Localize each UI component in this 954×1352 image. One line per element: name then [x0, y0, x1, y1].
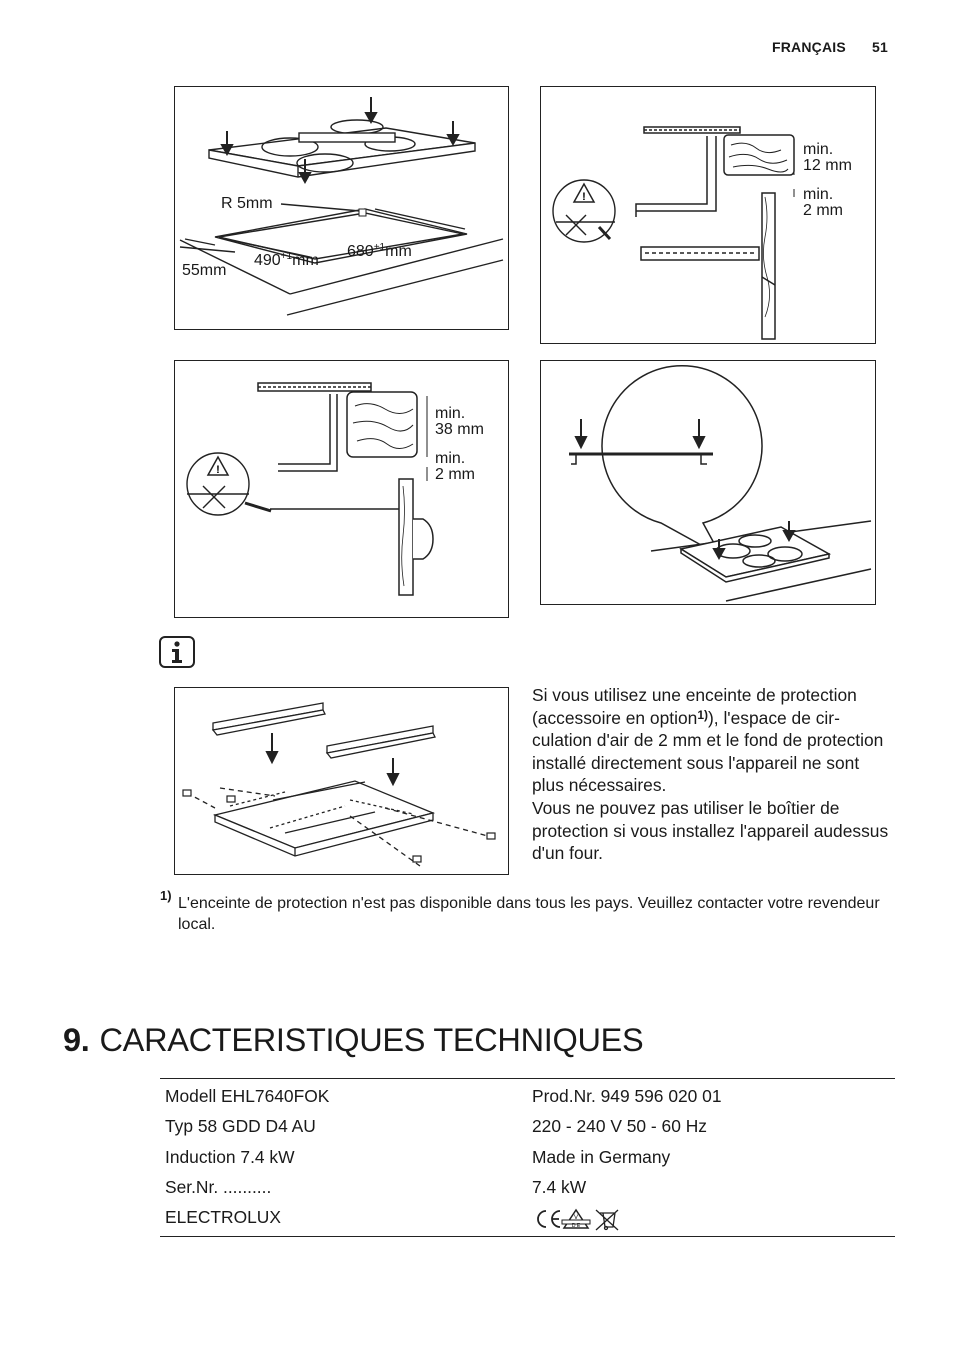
spec-right-3: Made in Germany: [532, 1147, 671, 1167]
footnote-mark: 1): [160, 888, 172, 903]
vde-mark-icon: [562, 1210, 590, 1229]
label-depth: 55mm: [182, 262, 227, 279]
length-unit: mm: [385, 243, 412, 260]
min-2-label: [803, 187, 843, 219]
figure-clearance-38mm: [174, 360, 509, 618]
hob-installation-drawing: [541, 361, 875, 604]
min-2-line2: 2 mm: [803, 202, 843, 219]
width-tolerance: +1: [280, 251, 293, 262]
width-unit: mm: [292, 252, 319, 269]
section-title: CARACTERISTIQUES TECHNIQUES: [99, 1022, 644, 1058]
label-width: [254, 253, 319, 269]
spec-left-1: Modell EHL7640FOK: [165, 1086, 330, 1106]
min-2b-line2: 2 mm: [435, 466, 475, 483]
spec-left-4: Ser.Nr. ..........: [165, 1177, 272, 1197]
spec-left-3: Induction 7.4 kW: [165, 1147, 295, 1167]
length-value: 680: [347, 243, 374, 260]
header-language: FRANÇAIS: [771, 39, 846, 55]
spec-right-1: Prod.Nr. 949 596 020 01: [532, 1086, 722, 1106]
min-12-line1: min.: [803, 141, 834, 158]
spec-table: [160, 1078, 895, 1237]
figure-clearance-12mm: [540, 86, 876, 344]
figure-protection-box: [174, 687, 509, 875]
width-value: 490: [254, 252, 281, 269]
protection-text-part1: Si vous utilisez une enceinte de protection (accessoire en option: [532, 685, 857, 728]
footnote-reference: 1): [697, 707, 708, 722]
min-12-line2: 12 mm: [803, 157, 852, 174]
page-header: [750, 39, 888, 55]
min-2-line1: min.: [803, 186, 834, 203]
spec-right-4: 7.4 kW: [532, 1177, 587, 1197]
svg-text:!: !: [582, 191, 586, 203]
spec-left-2: Typ 58 GDD D4 AU: [165, 1116, 316, 1136]
protection-text-part3: Vous ne pouvez pas utiliser le boîtier de protection si vous installez l'appareil audessus d'un four.: [532, 797, 889, 864]
header-page-number: 51: [872, 39, 888, 55]
min-12-label: [803, 142, 852, 174]
footnote-text: L'enceinte de protection n'est pas disponible dans tous les pays. Veuillez contacter votre revendeur local.: [178, 895, 880, 933]
length-tolerance: +1: [373, 242, 386, 253]
spec-right-2: 220 - 240 V 50 - 60 Hz: [532, 1116, 707, 1136]
section-heading: [63, 1020, 643, 1060]
min-38-line2: 38 mm: [435, 421, 484, 438]
min-38-line1: min.: [435, 405, 466, 422]
clearance-38mm-drawing: [175, 361, 508, 617]
label-length: [347, 244, 412, 260]
spec-left-5: ELECTROLUX: [165, 1207, 281, 1227]
info-icon: [159, 636, 195, 668]
certification-marks: [532, 1207, 624, 1235]
min-2b-line1: min.: [435, 450, 466, 467]
min-2b-label: [435, 451, 475, 483]
protection-paragraph: [532, 684, 892, 865]
svg-text:!: !: [216, 464, 220, 476]
figure-cutout-dimensions: [174, 86, 509, 330]
svg-text:D E: D E: [571, 1223, 581, 1229]
svg-text:V: V: [573, 1215, 579, 1221]
weee-bin-icon: [596, 1210, 618, 1230]
section-number: 9.: [63, 1022, 90, 1058]
figure-hob-installation: [540, 360, 876, 605]
protection-text-part2: ), l'espace de circulation d'air de 2 mm et le fond de protection installé directement sous l'appareil ne sont plus nécessaires.: [532, 707, 884, 796]
protection-box-drawing: [175, 688, 508, 874]
ce-mark-icon: [538, 1211, 560, 1227]
label-radius: R 5mm: [221, 195, 273, 212]
min-38-label: [435, 406, 484, 438]
